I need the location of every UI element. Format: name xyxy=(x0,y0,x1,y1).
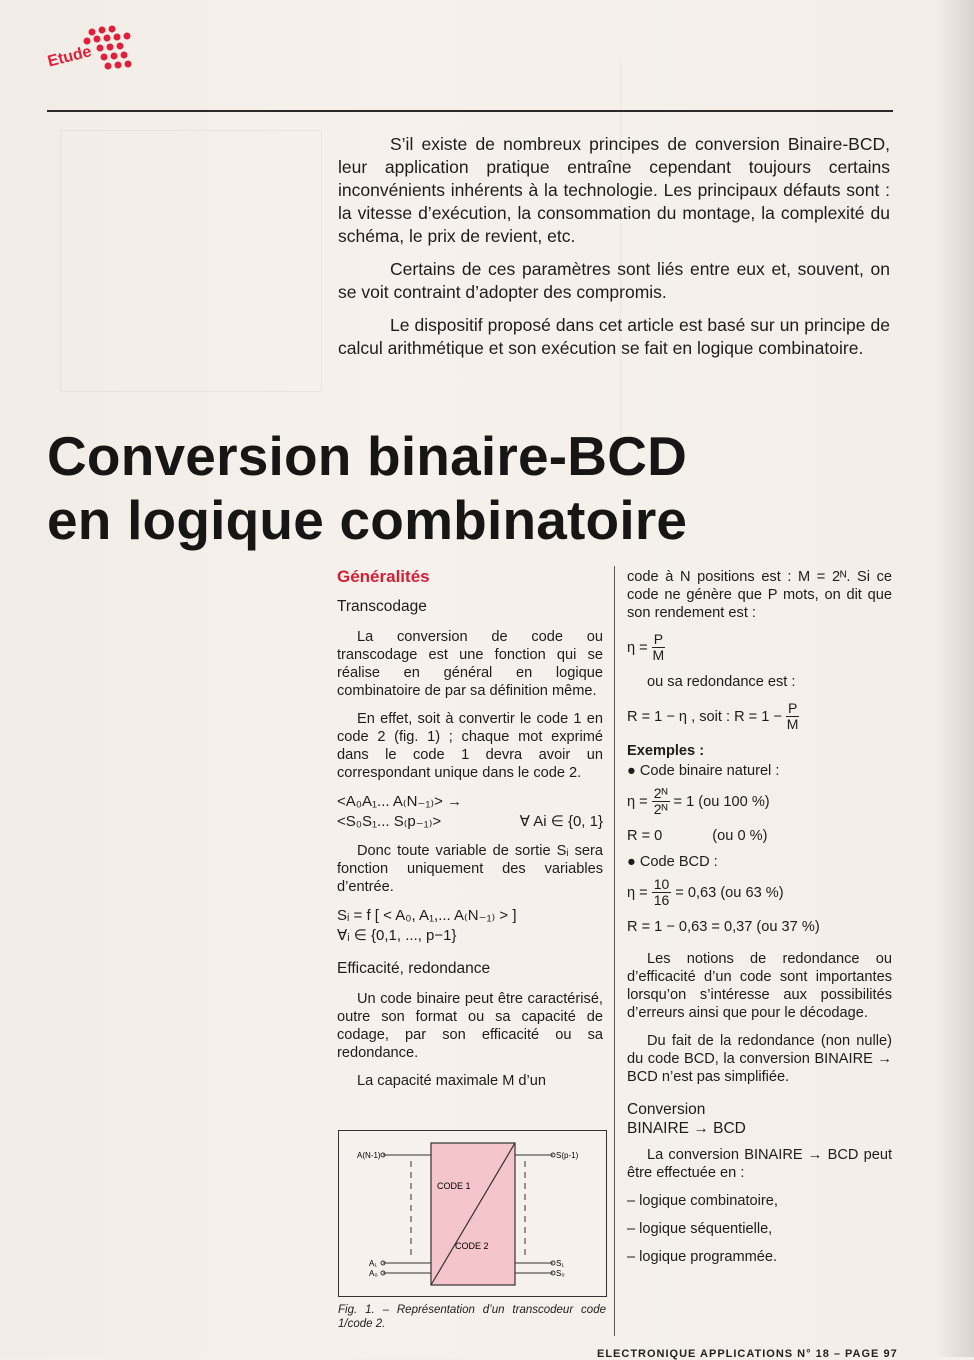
example-item xyxy=(627,762,892,780)
paragraph: Un code binaire peut être caractérisé, outre son format ou sa capacité de codage, par son efficacité ou sa redondance. xyxy=(337,991,603,1061)
equation-lhs: R = 1 − η , soit : R = 1 − xyxy=(627,708,782,725)
equation-example-1 xyxy=(627,786,892,817)
equation-line: <A₀A₁... A₍N₋₁₎> → xyxy=(337,793,463,810)
equation-lhs: η = xyxy=(627,639,648,656)
fraction xyxy=(652,877,672,908)
numerator: 2ᴺ xyxy=(653,785,668,801)
subheading-line: BINAIRE → BCD xyxy=(627,1120,746,1137)
column-left xyxy=(337,568,603,1100)
equation-part: (ou 0 %) xyxy=(712,828,768,844)
equation-part: R = 0 xyxy=(627,828,663,844)
list-item: – logique programmée. xyxy=(627,1249,778,1265)
paragraph: La capacité maximale M d’un xyxy=(357,1073,546,1089)
conversion-methods-list xyxy=(627,1192,892,1266)
numerator: P xyxy=(653,631,664,647)
show-through-text xyxy=(60,130,322,392)
equation-example-2 xyxy=(627,877,892,908)
header-rule xyxy=(47,110,893,112)
box-label-code1: CODE 1 xyxy=(437,1181,471,1191)
equation-part: ∀ Ai ∈ {0, 1} xyxy=(519,813,603,830)
paragraph: La conversion BINAIRE → BCD peut être effectuée en : xyxy=(627,1147,892,1181)
examples-title: Exemples : xyxy=(627,743,705,759)
equation-rhs: = 1 (ou 100 %) xyxy=(673,793,770,810)
equation xyxy=(337,792,603,832)
list-item: – logique combinatoire, xyxy=(627,1193,778,1209)
section-heading: Généralités xyxy=(337,567,430,586)
equation-line xyxy=(337,812,603,832)
fraction xyxy=(786,701,799,732)
title-line-1: Conversion binaire-BCD xyxy=(47,425,688,487)
equation-part: <S₀S₁... S₍p₋₁₎> xyxy=(337,813,442,830)
equation-rhs: = 0,63 (ou 63 %) xyxy=(675,884,784,901)
denominator: 2ᴺ xyxy=(653,801,668,817)
numerator: P xyxy=(787,700,798,716)
fraction xyxy=(652,632,665,663)
column-divider xyxy=(614,566,615,1336)
input-label-top: A(N-1) xyxy=(357,1151,381,1160)
example-label: Code binaire naturel : xyxy=(639,763,780,779)
transcoder-diagram xyxy=(339,1131,606,1296)
equation-redundancy xyxy=(627,701,892,732)
figure-transcoder xyxy=(338,1130,607,1297)
bullet-icon: ● xyxy=(627,763,640,779)
box-label-code2: CODE 2 xyxy=(455,1241,489,1251)
paragraph: ou sa redondance est : xyxy=(647,674,796,690)
subheading: Transcodage xyxy=(337,598,427,615)
output-label-0: S₀ xyxy=(556,1269,565,1278)
equation-line: Sᵢ = f [ < A₀, A₁,... A₍N₋₁₎ > ] xyxy=(337,907,517,924)
column-right xyxy=(627,568,892,1276)
subheading xyxy=(627,1100,892,1138)
title-line-2: en logique combinatoire xyxy=(47,489,688,551)
bullet-icon: ● xyxy=(627,854,640,870)
intro-paragraph: S’il existe de nombreux principes de conversion Binaire-BCD, leur application pratique entraîne cependant toujours certains inconvénients inhérents à la technologie. Les principaux défauts sont : la vitesse d’exécution, la consommation du montage, la complexité du schéma, le prix de revient, etc. xyxy=(338,134,890,246)
denominator: 16 xyxy=(653,892,670,908)
paragraph: Donc toute variable de sortie Sᵢ sera fonction uniquement des variables d’entrée. xyxy=(337,843,603,895)
intro xyxy=(338,133,890,370)
paragraph: La conversion de code ou transcodage est une fonction qui se réalise en général en logique combinatoire de par sa définition même. xyxy=(337,629,603,699)
fraction xyxy=(652,786,670,817)
example-item xyxy=(627,853,892,871)
figure-caption: Fig. 1. – Représentation d’un transcodeur code 1/code 2. xyxy=(338,1304,606,1330)
input-label-0: A₀ xyxy=(369,1269,378,1278)
subheading-line: Conversion xyxy=(627,1101,706,1118)
equation-example-1-r xyxy=(627,827,892,845)
list-item: – logique séquentielle, xyxy=(627,1221,773,1237)
input-label-1: A₁ xyxy=(369,1259,378,1268)
denominator: M xyxy=(786,716,799,732)
intro-paragraph: Le dispositif proposé dans cet article est basé sur un principe de calcul arithmétique et son exécution se fait en logique combinatoire. xyxy=(338,315,890,358)
equation-example-2-r: R = 1 − 0,63 = 0,37 (ou 37 %) xyxy=(627,919,820,935)
equation-line: ∀ᵢ ∈ {0,1, ..., p−1} xyxy=(337,927,457,944)
denominator: M xyxy=(652,647,665,663)
example-label: Code BCD : xyxy=(639,854,718,870)
page-footer: ELECTRONIQUE APPLICATIONS N° 18 – PAGE 97 xyxy=(597,1348,898,1360)
output-label-top: S(p-1) xyxy=(556,1151,579,1160)
equation-lhs: η = xyxy=(627,793,648,810)
paragraph: Du fait de la redondance (non nulle) du code BCD, la conversion BINAIRE → BCD n’est pas simplifiée. xyxy=(627,1033,892,1085)
paragraph: code à N positions est : M = 2ᴺ. Si ce code ne génère que P mots, on dit que son rendement est : xyxy=(627,569,892,621)
equation-lhs: η = xyxy=(627,884,648,901)
intro-paragraph: Certains de ces paramètres sont liés entre eux et, souvent, on se voit contraint d’adopter des compromis. xyxy=(338,259,890,302)
section-tag: Etude xyxy=(46,43,94,71)
paragraph: Les notions de redondance ou d’efficacité d’un code sont importantes lorsqu’on s’intéresse aux possibilités d’erreurs ainsi que pour le décodage. xyxy=(627,951,892,1021)
article-title xyxy=(47,424,687,552)
equation xyxy=(337,906,603,946)
paragraph: En effet, soit à convertir le code 1 en code 2 (fig. 1) ; chaque mot exprimé dans le code 1 devra avoir un correspondant unique dans le code 2. xyxy=(337,711,603,781)
equation-efficiency xyxy=(627,632,892,663)
numerator: 10 xyxy=(653,876,670,892)
output-label-1: S₁ xyxy=(556,1259,565,1268)
subheading: Efficacité, redondance xyxy=(337,960,491,977)
